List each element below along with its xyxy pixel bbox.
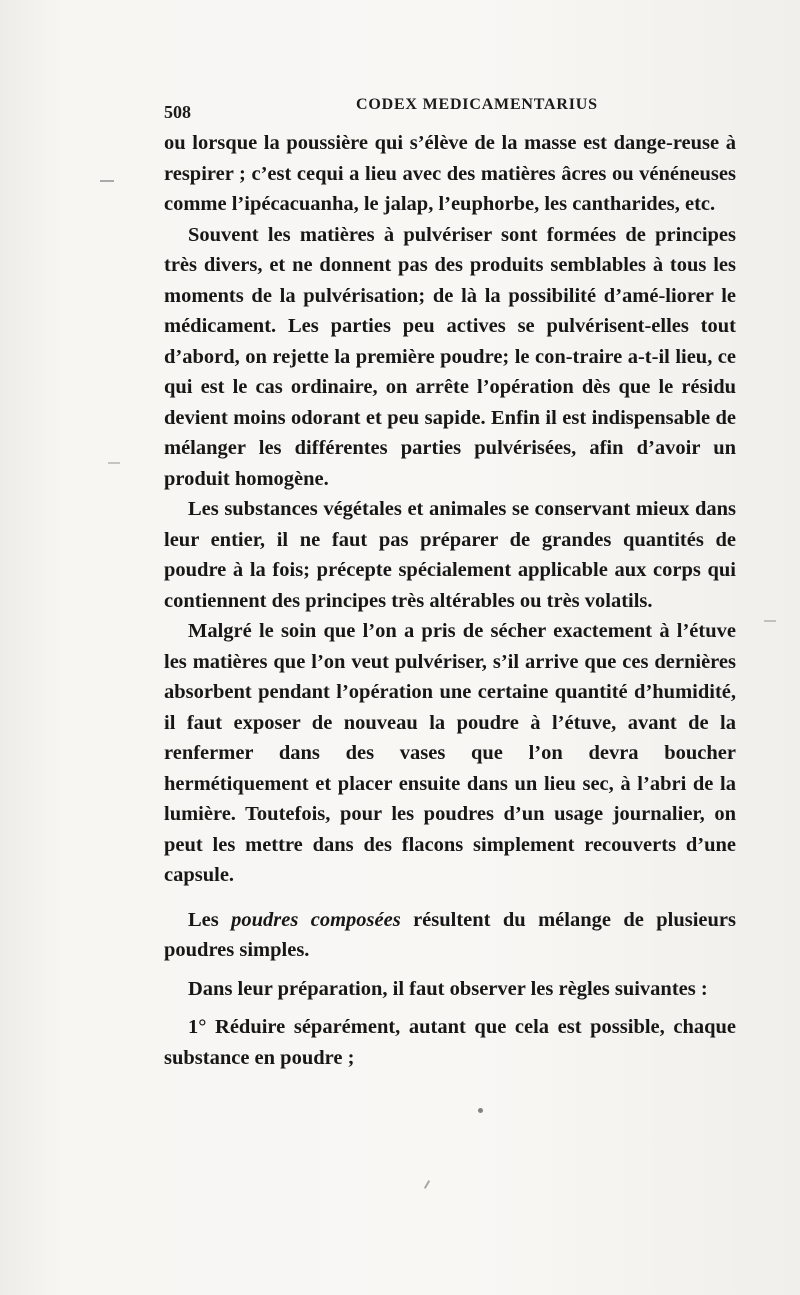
- page-number: 508: [164, 102, 191, 122]
- paragraph-pulverisation: Souvent les matières à pulvériser sont formées de principes très divers, et ne donnent pas des produits semblables à tous les moments de la pulvérisation; de là la possibilité d’amé-liorer le médicament. Les parties peu actives se pulvérisent-elles tout d’abord, on rejette la première poudre; le con-traire a-t-il lieu, ce qui est le cas ordinaire, on arrête l’opération dès que le résidu devient moins odorant et peu sapide. Enfin il est indispensable de mélanger les différentes parties pulvérisées, afin d’avoir un produit homogène.: [164, 223, 736, 490]
- paragraph-poudres-post: résultent du mélange de plusieurs poudres simples.: [164, 908, 736, 961]
- page-header: [164, 96, 744, 120]
- paragraph-poudres-composees: [164, 905, 736, 966]
- margin-mark: [108, 462, 120, 464]
- body-text: [164, 128, 736, 1073]
- rule-item-1: 1° Réduire séparément, autant que cela est possible, chaque substance en poudre ;: [164, 1016, 736, 1069]
- margin-mark: [100, 180, 114, 182]
- paragraph-conservation: Les substances végétales et animales se conservant mieux dans leur entier, il ne faut pas préparer de grandes quantités de poudre à la fois; précepte spécialement applicable aux corps qui contiennent des principes très altérables ou très volatils.: [164, 498, 736, 612]
- running-head: CODEX MEDICAMENTARIUS: [356, 96, 598, 113]
- paragraph-humidite: Malgré le soin que l’on a pris de sécher exactement à l’étuve les matières que l’on veut pulvériser, s’il arrive que ces dernières absorbent pendant l’opération une certaine quantité d’humidité, il faut exposer de nouveau la poudre à l’étuve, avant de la renfermer dans des vases que l’on devra boucher hermétiquement et placer ensuite dans un lieu sec, à l’abri de la lumière. Toutefois, pour les poudres d’un usage journalier, on peut les mettre dans des flacons simplement recouverts d’une capsule.: [164, 620, 736, 886]
- paragraph-poudres-pre: Les: [188, 908, 232, 931]
- paragraph-continuation: ou lorsque la poussière qui s’élève de la masse est dange-reuse à respirer ; c’est cequi a lieu avec des matières âcres ou vénéneuses comme l’ipécacuanha, le jalap, l’euphorbe, les cantharides, etc.: [164, 132, 736, 215]
- ink-spot: [478, 1108, 483, 1113]
- paragraph-regles: Dans leur préparation, il faut observer les règles suivantes :: [188, 977, 708, 1000]
- margin-mark: [764, 620, 776, 622]
- ink-mark: [424, 1180, 430, 1189]
- term-poudres-composees: poudres composées: [231, 908, 401, 931]
